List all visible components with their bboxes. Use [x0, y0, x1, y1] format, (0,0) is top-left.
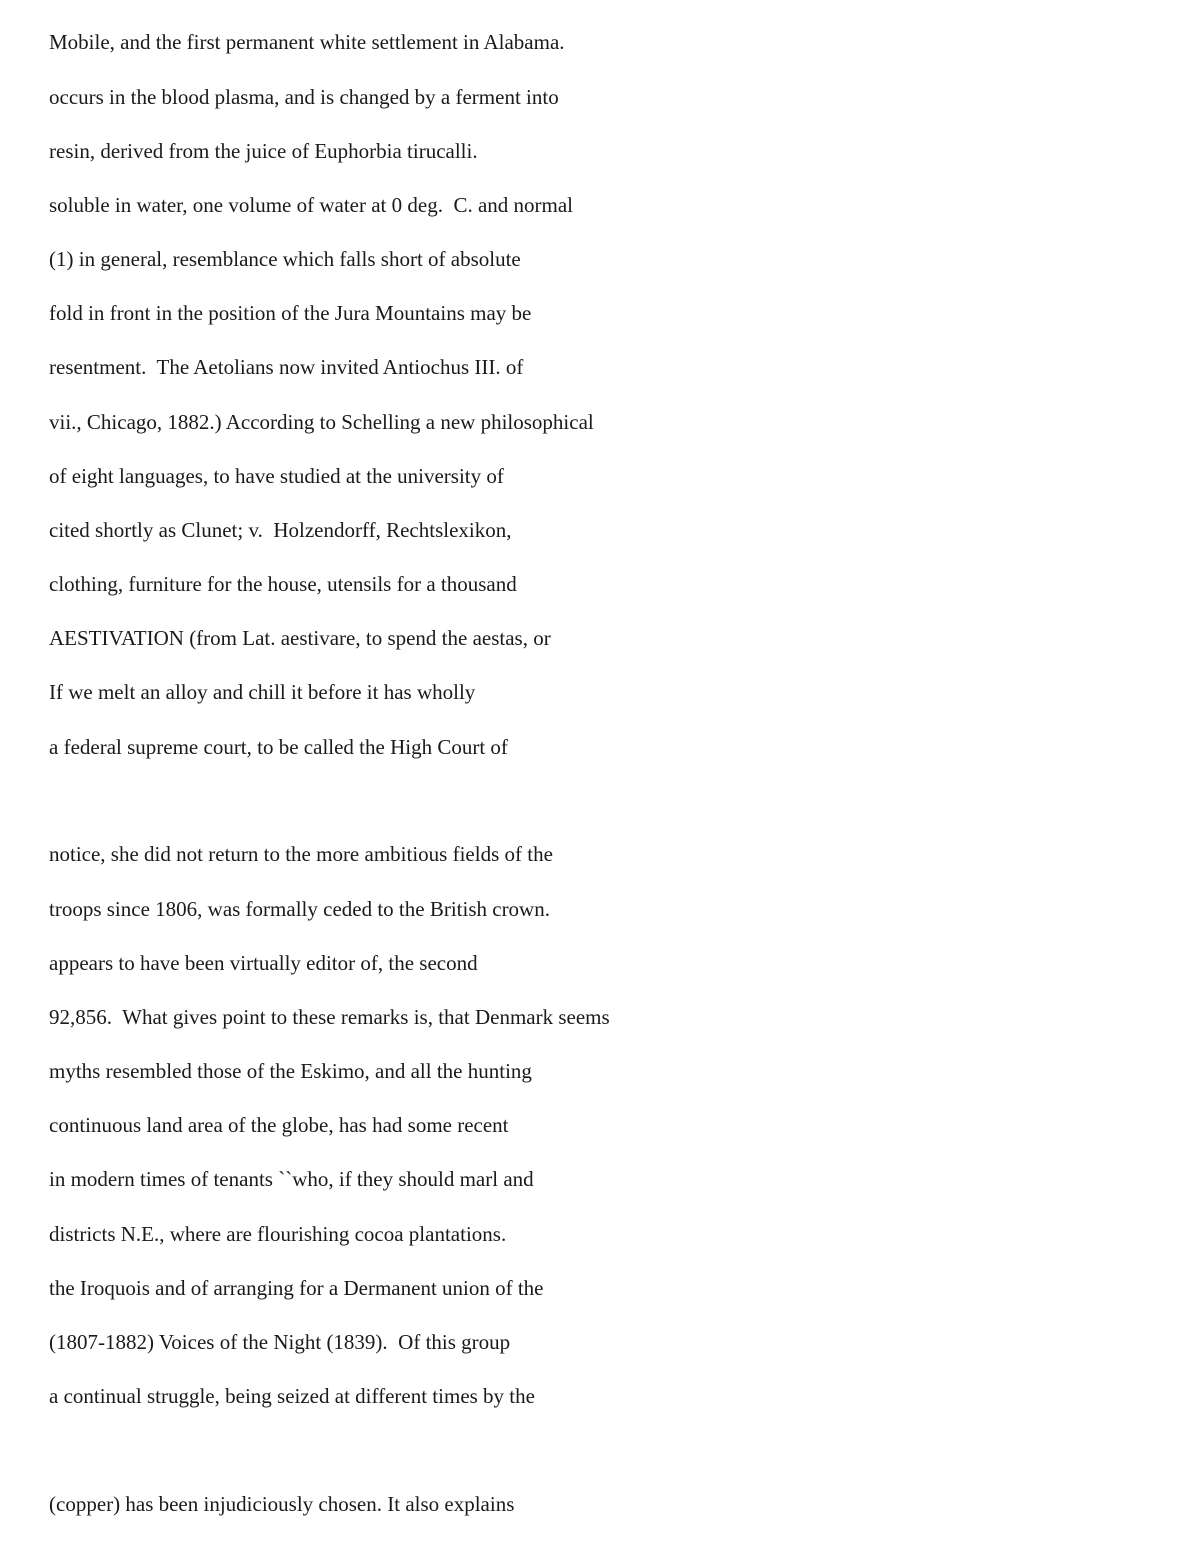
text-line: districts N.E., where are flourishing cocoa plantations.	[49, 1222, 507, 1246]
text-line: a continual struggle, being seized at different times by the	[49, 1384, 535, 1408]
text-line: of eight languages, to have studied at the university of	[49, 464, 504, 488]
text-line: continuous land area of the globe, has had some recent	[49, 1113, 509, 1137]
text-line: fold in front in the position of the Jura Mountains may be	[49, 301, 532, 325]
text-line: vii., Chicago, 1882.) According to Schelling a new philosophical	[49, 410, 594, 434]
text-line: (copper) has been injudiciously chosen. It also explains	[49, 1492, 515, 1516]
text-line: the Iroquois and of arranging for a Dermanent union of the	[49, 1276, 544, 1300]
text-line: 92,856. What gives point to these remarks is, that Denmark seems	[49, 1005, 610, 1029]
text-line: cited shortly as Clunet; v. Holzendorff, Rechtslexikon,	[49, 518, 512, 542]
text-line: clothing, furniture for the house, utensils for a thousand	[49, 572, 517, 596]
text-line: a federal supreme court, to be called the High Court of	[49, 735, 508, 759]
text-line: Mobile, and the first permanent white settlement in Alabama.	[49, 30, 565, 54]
text-line: If we melt an alloy and chill it before it has wholly	[49, 680, 476, 704]
text-line: resentment. The Aetolians now invited Antiochus III. of	[49, 355, 524, 379]
text-line: notice, she did not return to the more ambitious fields of the	[49, 842, 553, 866]
text-line: soluble in water, one volume of water at 0 deg. C. and normal	[49, 193, 574, 217]
text-line: (1807-1882) Voices of the Night (1839). Of this group	[49, 1330, 511, 1354]
text-line: AESTIVATION (from Lat. aestivare, to spend the aestas, or	[49, 626, 551, 650]
text-line: in modern times of tenants ``who, if they should marl and	[49, 1167, 534, 1191]
text-line: myths resembled those of the Eskimo, and all the hunting	[49, 1059, 532, 1083]
text-line: troops since 1806, was formally ceded to the British crown.	[49, 897, 550, 921]
text-line: appears to have been virtually editor of, the second	[49, 951, 478, 975]
text-line: (1) in general, resemblance which falls short of absolute	[49, 247, 521, 271]
text-line: resin, derived from the juice of Euphorbia tirucalli.	[49, 139, 478, 163]
text-line: occurs in the blood plasma, and is changed by a ferment into	[49, 85, 559, 109]
